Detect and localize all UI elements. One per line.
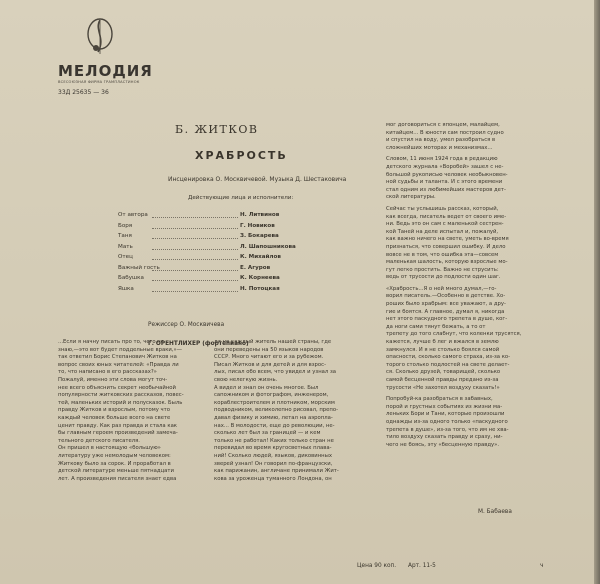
essay-line: тей, маленьких историй и полусказок. Быль xyxy=(58,399,183,406)
essay-paragraph xyxy=(386,156,551,202)
essay-line: ...Если я начну писать про то, чего не xyxy=(58,339,165,345)
dot-leader xyxy=(152,259,238,260)
staging-credit: Инсценировка О. Москвичевой. Музыка Д. Шестаковича xyxy=(168,176,347,183)
essay-line: Он пришел в настоящую «большую» xyxy=(58,445,161,452)
essay-line: ни. Ведь это он сам с маленькой сестрен- xyxy=(386,221,504,228)
dot-leader xyxy=(152,249,238,250)
melodiya-emblem-icon xyxy=(84,18,116,56)
essay-line: Словом, 11 июня 1924 года в редакцию xyxy=(386,156,498,163)
essay-line: как парижанин, англичане принимали Жит- xyxy=(214,468,339,475)
essay-paragraph xyxy=(386,206,551,282)
essay-line: правду Житков и взрослым, потому что xyxy=(58,407,170,414)
essay-line: каждый человек больше всего на свете xyxy=(58,414,171,421)
essay-line: стал одним из любимейших мастеров дет- xyxy=(386,186,506,193)
essay-line: ведь от трусости до подлости один шаг. xyxy=(386,274,501,281)
essay-line: подводником, великолепно рисовал, препо- xyxy=(214,407,339,414)
essay-line: ся. Сколько друзей, товарищей, сколько xyxy=(386,369,501,376)
essay-line: сапожником и фотографом, инженером, xyxy=(214,392,329,399)
brand-name: МЕЛОДИЯ xyxy=(58,62,153,80)
essay-line: сколько лет был за границей — и кем xyxy=(214,430,321,437)
essay-line: Попробуй-ка разобраться в забавных, xyxy=(386,396,493,403)
essay-line: А видел и знал он очень многое. Был xyxy=(214,384,319,391)
cast-actor: К. Михайлов xyxy=(240,254,281,260)
essay-line: литературу уже немолодым человеком: xyxy=(58,452,171,459)
essay-column-3 xyxy=(386,122,551,449)
cast-actor: Л. Шапошникова xyxy=(240,243,296,250)
essay-line: опасности, сколько самого страха, из-за ко- xyxy=(386,354,511,361)
essay-line: порой и грустных событиях из жизни ма- xyxy=(386,403,503,410)
essay-line: замкнулся. И я не столько боялся самой xyxy=(386,346,500,353)
essay-line: нах... В молодости, еще до революции, не- xyxy=(214,422,335,429)
cast-row xyxy=(118,244,348,255)
essay-line: трусости «Не захотел воздуху сказать!» xyxy=(386,384,500,391)
essay-line: трепету до того слабнут, что коленки трусятся, xyxy=(386,331,522,338)
essay-line: кораблестроителем и плотником, морским xyxy=(214,399,335,406)
dot-leader xyxy=(152,228,238,229)
director-credit: Режиссер О. Москвичева xyxy=(148,322,225,328)
cast-heading: Действующие лица и исполнители: xyxy=(188,195,294,201)
essay-line: гие и боятся. А главное, думал я, никогда xyxy=(386,308,505,315)
essay-signature: М. Бабаева xyxy=(478,509,512,515)
cast-actor: Е. Агуров xyxy=(240,264,271,271)
essay-line: и спустил на воду, умел разобраться в xyxy=(386,137,496,144)
essay-line: кова за уроженца туманного Лондона, он xyxy=(214,475,332,482)
work-title: ХРАБРОСТЬ xyxy=(195,149,288,162)
essay-line: тило воздуху сказать правду и сразу, ни- xyxy=(386,434,503,441)
essay-line: вовсе не в том, что ошибка эта—совсем xyxy=(386,251,499,258)
essay-paragraph xyxy=(386,122,551,152)
cast-row xyxy=(118,275,348,286)
essay-line: Сейчас ты услышишь рассказ, который, xyxy=(386,205,499,212)
essay-line: ли не каждый житель нашей страны, где xyxy=(214,339,332,345)
performer-credit: Г. ОРЕНТЛИХЕР (фортепиано) xyxy=(148,341,249,347)
essay-line: бы главным героем произведений замеча- xyxy=(58,430,178,437)
cast-row xyxy=(118,233,348,244)
cast-role: Важный гость xyxy=(118,264,160,271)
essay-line: СССР. Много читают его и за рубежом. xyxy=(214,354,324,361)
cast-list xyxy=(118,212,348,296)
essay-line: мог договориться с японцем, малайцем, xyxy=(386,122,500,128)
cast-role: Боря xyxy=(118,222,133,229)
footer-mark: ч xyxy=(540,563,544,569)
essay-line: детской литературе меньше пятнадцати xyxy=(58,468,174,475)
cast-role: Отец xyxy=(118,254,133,260)
essay-line: как всегда, писатель ведет от своего име- xyxy=(386,213,507,220)
essay-line: детского журнала «Воробей» зашел с не- xyxy=(386,163,504,170)
cast-actor: Н. Литвинов xyxy=(240,212,280,218)
essay-line: популярности житковских рассказов, повес- xyxy=(58,392,184,399)
dot-leader xyxy=(152,238,238,239)
cast-actor: З. Бокарева xyxy=(240,233,279,239)
cast-row xyxy=(118,286,348,297)
dot-leader xyxy=(152,217,238,218)
cast-actor: Н. Потоцкая xyxy=(240,285,280,292)
essay-line: «Храбрость...Я о ней много думал,—го- xyxy=(386,285,497,292)
essay-line: только не работал! Каких только стран не xyxy=(214,437,334,444)
dot-leader xyxy=(152,280,238,281)
cast-role: От автора xyxy=(118,212,148,218)
cast-role: Таня xyxy=(118,233,132,239)
essay-line: трепета в душе», из-за того, что им не хва- xyxy=(386,426,509,433)
essay-line: ценит правду. Как раз правда и стала как xyxy=(58,422,178,429)
cast-role: Яшка xyxy=(118,285,134,292)
cast-role: Мать xyxy=(118,243,133,250)
essay-line: перевидал во время кругосветных плава- xyxy=(214,445,332,452)
cast-row xyxy=(118,254,348,265)
essay-line: зверей узнал! Он говорил по-французски, xyxy=(214,460,333,467)
cast-row xyxy=(118,223,348,234)
dot-leader xyxy=(152,270,238,271)
essay-paragraph xyxy=(386,396,551,449)
essay-line: лых, писал обо всем, что увидел и узнал за xyxy=(214,369,337,376)
essay-line: ворил писатель.—Особенно в детстве. Хо- xyxy=(386,293,506,300)
essay-line: Писал Житков и для детей и для взрос- xyxy=(214,361,326,368)
essay-line: однажды из-за одного только «паскудного xyxy=(386,418,508,425)
cast-row xyxy=(118,212,348,223)
essay-line: сложнейших моторах и механизмах... xyxy=(386,144,493,151)
essay-line: ной судьбы и таланта. И с этого времени xyxy=(386,179,503,186)
essay-line: признаться, что совершил ошибку. И дело xyxy=(386,243,506,250)
essay-line: кажется, лучше б лег и вжался в землю xyxy=(386,339,499,346)
cast-actor: Г. Новиков xyxy=(240,222,275,229)
article-label: Арт. 11-5 xyxy=(408,563,436,569)
cast-role: Бабушка xyxy=(118,275,144,281)
essay-line: как важно ничего на свете, уметь во-время xyxy=(386,236,509,243)
essay-line: ской литературы. xyxy=(386,194,436,201)
essay-line: Житкову было за сорок. И проработал в xyxy=(58,460,171,467)
essay-line: кой Таней на деле испытал и, пожалуй, xyxy=(386,228,499,235)
essay-line: они переведены на 50 языков народов xyxy=(214,346,324,353)
essay-line: нее всего объяснить секрет необычайной xyxy=(58,384,176,391)
cast-actor: К. Корнеева xyxy=(240,275,280,281)
sleeve-edge xyxy=(594,0,600,584)
essay-line: тельного детского писателя. xyxy=(58,437,140,444)
brand-subtitle: ВСЕСОЮЗНАЯ ФИРМА ГРАМПЛАСТИНОК xyxy=(58,80,140,84)
essay-line: торого столько подлостей на свете делает- xyxy=(386,361,510,368)
essay-line: давал физику и химию, летал на аэропла- xyxy=(214,414,333,421)
essay-line: большой рукописью человек необыкновен- xyxy=(386,171,508,178)
essay-column-2 xyxy=(214,339,369,483)
essay-paragraph xyxy=(386,286,551,392)
essay-line: да ноги сами тянут бежать, а то от xyxy=(386,323,486,330)
essay-line: нет этого паскудного трепета в душе, ког- xyxy=(386,316,508,323)
price-label: Цена 90 коп. xyxy=(357,563,397,569)
essay-line: лет. А произведения писателя знает едва xyxy=(58,475,177,482)
essay-line: гут легко простить. Важно не струсить: xyxy=(386,266,499,273)
essay-line: Пожалуй, именно эти слова могут точ- xyxy=(58,376,168,383)
cast-row xyxy=(118,265,348,276)
essay-line: чего не боясь, эту «бесценную правду». xyxy=(386,441,500,448)
author-name: Б. ЖИТКОВ xyxy=(175,123,259,136)
essay-line: ний! Сколько людей, языков, диковинных xyxy=(214,452,332,459)
catalog-number: 33Д 25635 — 36 xyxy=(58,89,109,96)
essay-line: китайцем... В юности сам построил судно xyxy=(386,129,504,136)
dot-leader xyxy=(152,291,238,292)
essay-column-1 xyxy=(58,339,198,483)
essay-line: так ответил Борис Степанович Житков на xyxy=(58,354,177,361)
essay-line: то, что написано в его рассказах?» xyxy=(58,369,157,376)
essay-line: роших было храбрым: все уважают, а дру- xyxy=(386,301,506,308)
essay-line: вопрос своих юных читателей: «Правда ли xyxy=(58,361,179,368)
essay-line: маленькая шалость, которую взрослые мо- xyxy=(386,259,508,266)
essay-line: свою нелегкую жизнь. xyxy=(214,376,278,383)
essay-line: самой бесценной правды предано из-за xyxy=(386,377,499,383)
essay-line: леньких Бори и Тани, которые произошли xyxy=(386,411,505,418)
essay-line: знаю,—это вот будет поддельные враки,»— xyxy=(58,346,183,353)
